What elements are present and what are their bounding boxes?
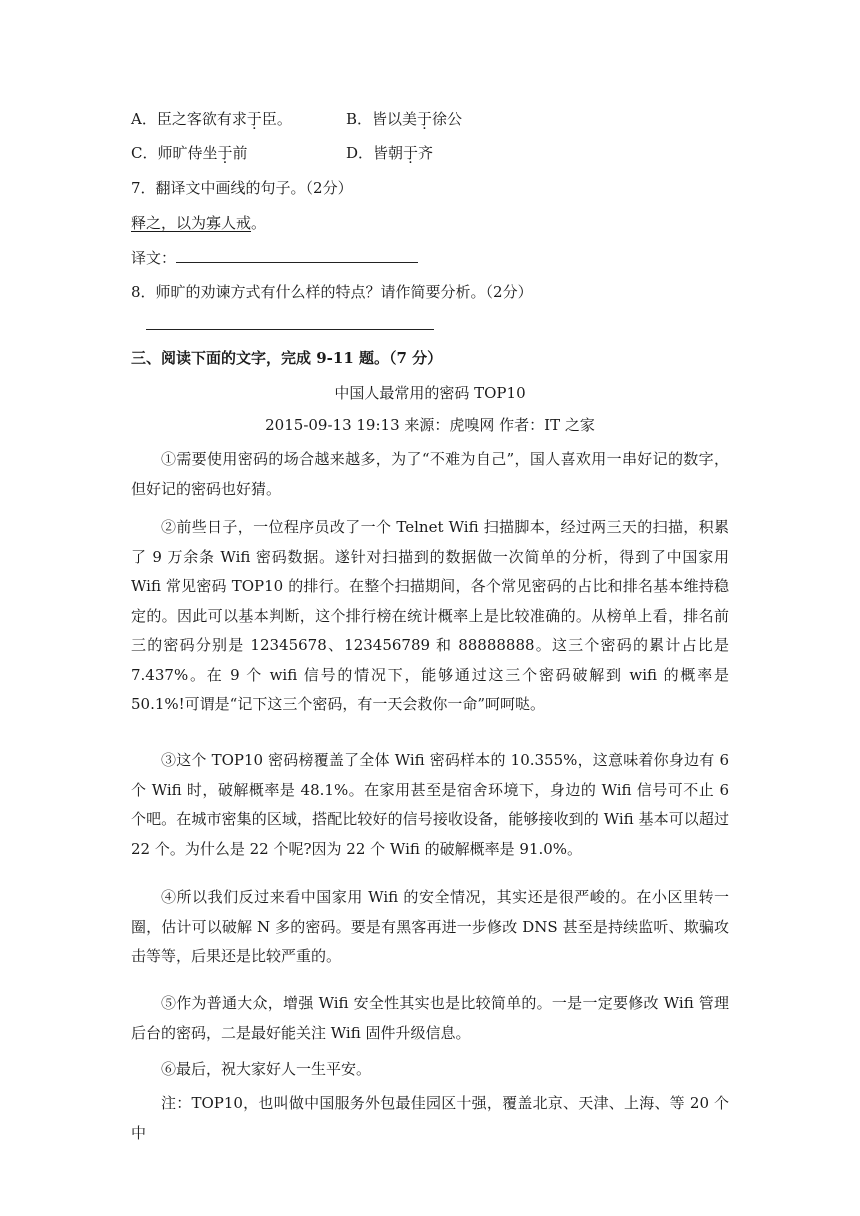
- option-c: [131, 143, 248, 163]
- option-b-dotted-char: 于: [417, 110, 433, 128]
- option-b: [346, 109, 462, 129]
- question-8: 8．师旷的劝谏方式有什么样的特点？请作简要分析。（2分）: [131, 283, 533, 301]
- option-d-prefix: D．皆朝: [346, 144, 404, 162]
- paragraph-6: ⑥最后，祝大家好人一生平安。: [161, 1060, 372, 1078]
- question-7-sentence: [131, 213, 266, 233]
- translation-label: 译文：: [131, 249, 177, 267]
- paragraph-2: ②前些日子，一位程序员改了一个 Telnet Wifi 扫描脚本，经过两三天的扫描，积累了 9 万余条 Wifi 密码数据。遂针对扫描到的数据做一次简单的分析，得到了中国家用 Wifi 常见密码 TOP10 的排行。在整个扫描期间，各个常见密码的占比和排名基本维持稳定的。因此可以基本判断，这个排行榜在统计概率上是比较准确的。从榜单上看，排名前三的密码分别是 12345678、123456789 和 88888888。这三个密码的累计占比是 7.437%。在 9 个 wifi 信号的情况下，能够通过这三个密码破解到 wifi 的概率是 50.1%!可谓是“记下这三个密码，有一天会救你一命”呵呵哒。: [131, 518, 729, 713]
- paragraph-4: ④所以我们反过来看中国家用 Wifi 的安全情况，其实还是很严峻的。在小区里转一圈，估计可以破解 N 多的密码。要是有黑客再进一步修改 DNS 甚至是持续监听、欺骗攻击等等，后果还是比较严重的。: [131, 888, 729, 965]
- translation-line: [131, 248, 418, 268]
- option-b-prefix: B．皆以美: [346, 110, 418, 128]
- option-d-suffix: 齐: [418, 144, 434, 162]
- option-d: [346, 143, 433, 163]
- question-7: 7．翻译文中画线的句子。（2分）: [131, 179, 353, 197]
- note-paragraph: 注：TOP10，也叫做中国服务外包最佳园区十强，覆盖北京、天津、上海、等 20 个中: [131, 1094, 729, 1142]
- section-3-heading: 三、阅读下面的文字，完成 9-11 题。（7 分）: [131, 349, 443, 367]
- translation-answer-blank[interactable]: [176, 248, 418, 263]
- paragraph-1: ①需要使用密码的场合越来越多，为了“不难为自己”，国人喜欢用一串好记的数字，但好记的密码也好猜。: [131, 450, 729, 498]
- option-c-dotted-char: 于: [217, 144, 233, 162]
- question-8-answer-line[interactable]: [146, 329, 434, 330]
- article-title: 中国人最常用的密码 TOP10: [334, 384, 526, 402]
- option-b-suffix: 徐公: [432, 110, 463, 128]
- option-d-dotted-char: 于: [403, 144, 419, 162]
- option-a-prefix: A．臣之客欲有求: [131, 110, 247, 128]
- option-a-suffix: 臣。: [261, 110, 292, 128]
- option-c-prefix: C．师旷侍坐: [131, 144, 218, 162]
- option-c-suffix: 前: [232, 144, 248, 162]
- sentence-end: 。: [251, 214, 267, 232]
- underlined-sentence: 释之，以为寡人戒: [131, 214, 252, 232]
- option-a: [131, 109, 292, 129]
- article-meta: 2015-09-13 19:13 来源：虎嗅网 作者：IT 之家: [265, 416, 595, 434]
- option-a-dotted-char: 于: [246, 110, 262, 128]
- paragraph-5: ⑤作为普通大众，增强 Wifi 安全性其实也是比较简单的。一是一定要修改 Wifi 管理后台的密码，二是最好能关注 Wifi 固件升级信息。: [131, 994, 729, 1042]
- paragraph-3: ③这个 TOP10 密码榜覆盖了全体 Wifi 密码样本的 10.355%，这意味着你身边有 6 个 Wifi 时，破解概率是 48.1%。在家用甚至是宿舍环境下，身边的 Wifi 信号可不止 6 个吧。在城市密集的区域，搭配比较好的信号接收设备，能够接收到的 Wifi 基本可以超过 22 个。为什么是 22 个呢?因为 22 个 Wifi 的破解概率是 91.0%。: [131, 751, 729, 858]
